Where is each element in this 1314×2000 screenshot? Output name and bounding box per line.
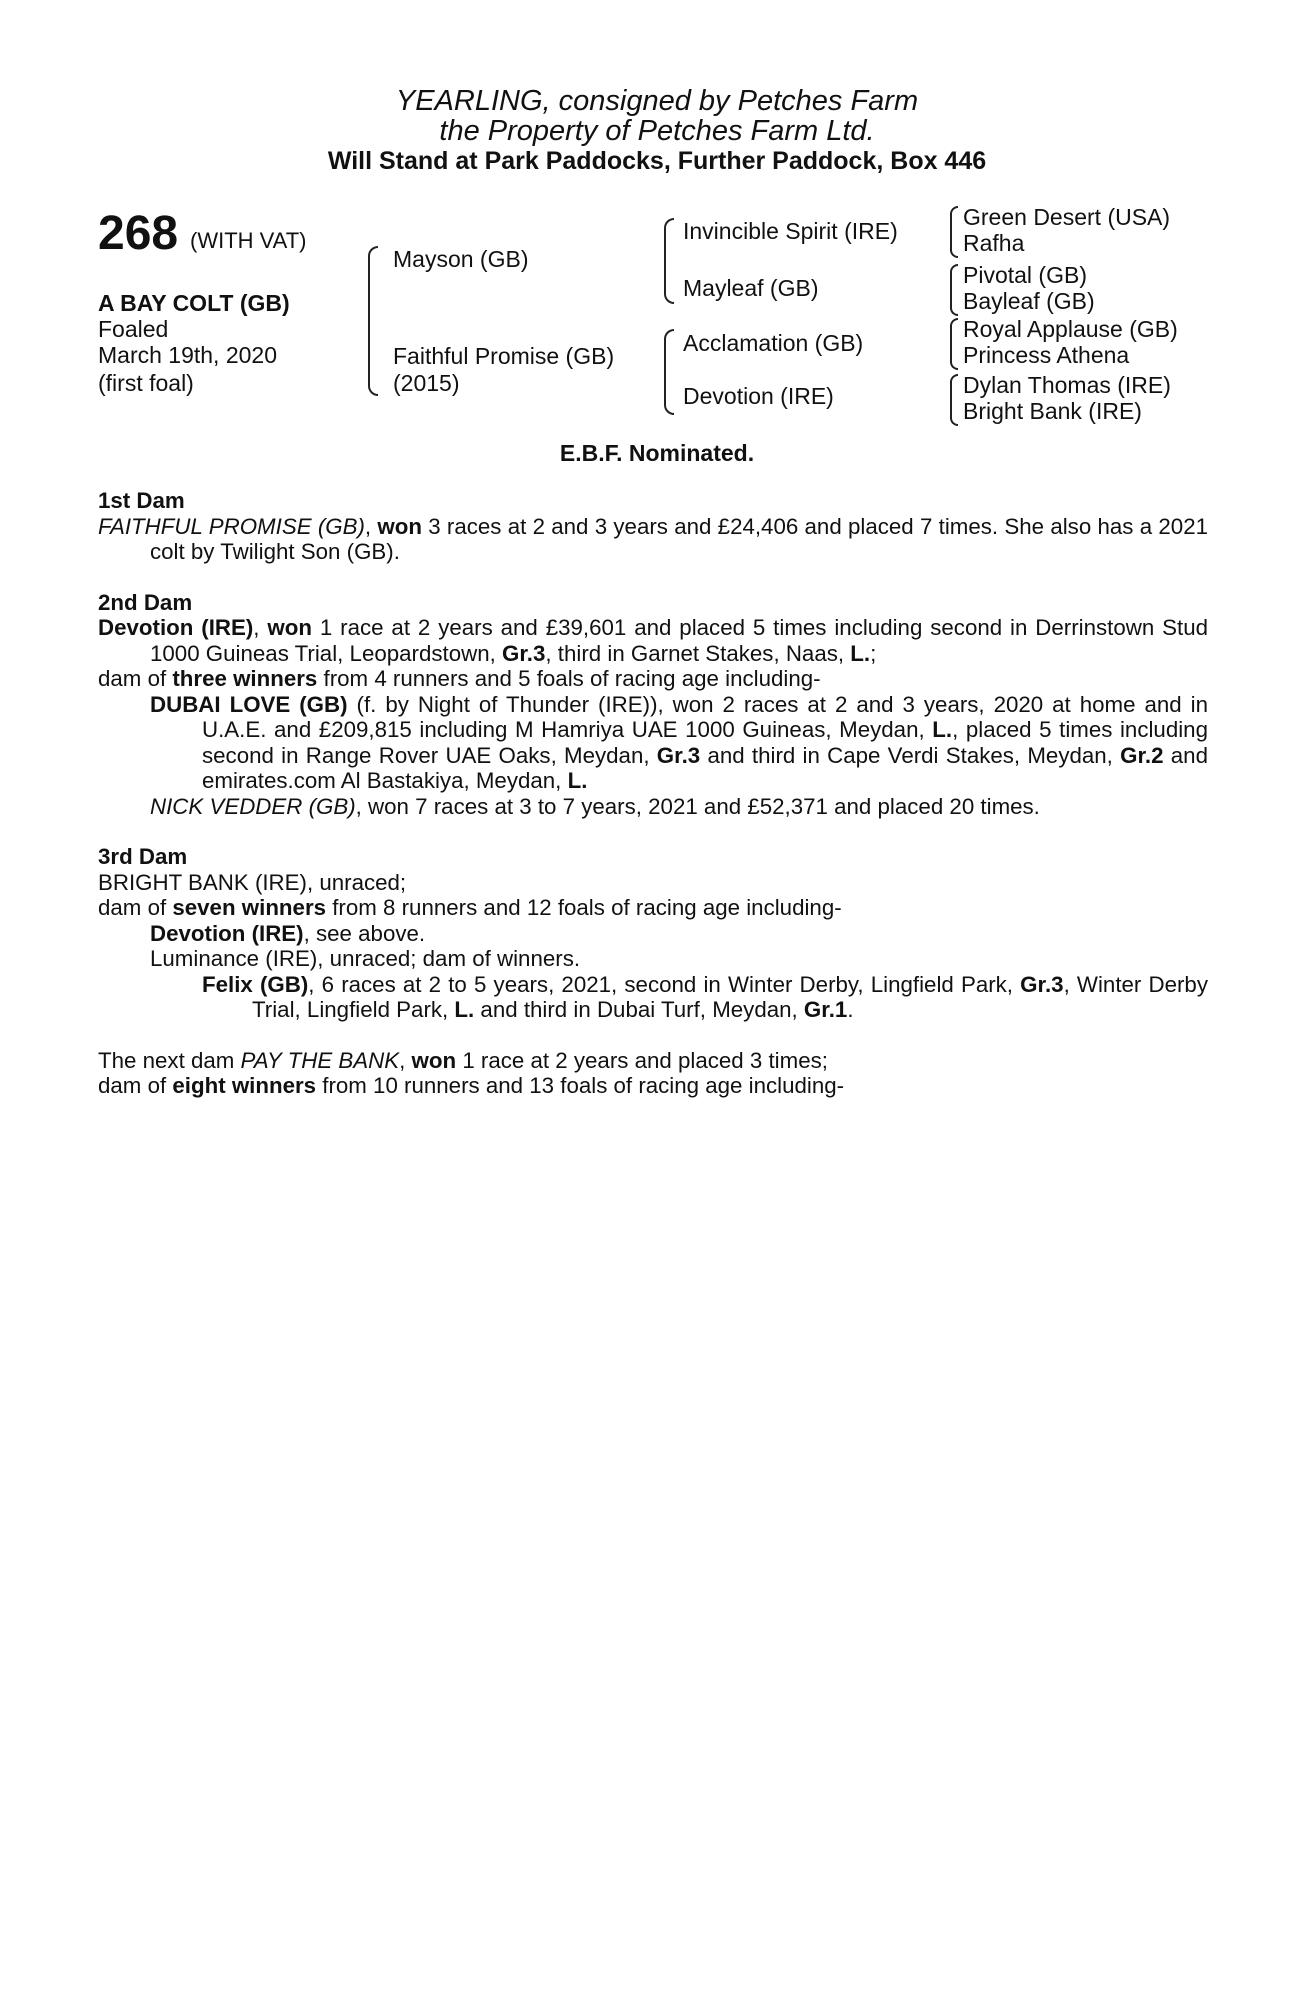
dam2-l: L.: [850, 640, 871, 666]
felix-c: and third in Dubai Turf, Meydan,: [474, 997, 804, 1022]
next-intro-b: ,: [399, 1047, 412, 1073]
dubai-love-name: DUBAI LOVE (GB): [150, 691, 348, 717]
pedigree-dam-dam: Devotion (IRE): [683, 383, 834, 409]
dam1-name: FAITHFUL PROMISE (GB): [98, 513, 365, 539]
next-damof-b: eight winners: [172, 1073, 317, 1098]
header-line-3: Will Stand at Park Paddocks, Further Paddock, Box 446: [327, 147, 987, 175]
dubai-gr3: Gr.3: [656, 742, 701, 768]
lot-number: 268: [98, 207, 179, 260]
dam2-text-c: ;: [870, 640, 877, 666]
dam3-damof: [98, 895, 1208, 921]
nick-vedder-name: NICK VEDDER (GB): [150, 793, 356, 819]
next-damof: [98, 1073, 1208, 1099]
dam2-text-b: , third in Garnet Stakes, Naas,: [545, 640, 851, 666]
ebf-nominated: E.B.F. Nominated.: [559, 440, 755, 466]
pedigree-dam: Faithful Promise (GB): [393, 343, 615, 369]
dubai-love-paragraph: [98, 692, 1208, 794]
dubai-c: and third in Cape Verdi Stakes, Meydan,: [700, 742, 1121, 768]
pedigree-sire-dam: Mayleaf (GB): [683, 275, 819, 301]
dubai-l2: L.: [567, 768, 588, 793]
nick-vedder-paragraph: [98, 794, 1208, 820]
pedigree-ssd: Rafha: [963, 230, 1025, 256]
devotion-text: , see above.: [303, 920, 426, 946]
header-line-1: YEARLING, consigned by Petches Farm: [395, 85, 919, 117]
next-damof-a: dam of: [98, 1073, 173, 1098]
dam2-won: won: [267, 615, 312, 640]
pedigree-sire-sire: Invincible Spirit (IRE): [683, 218, 898, 244]
felix-a: , 6 races at 2 to 5 years, 2021, second in Winter Derby, Lingfield Park,: [308, 971, 1021, 997]
pedigree-brace-4a: [950, 206, 958, 258]
dam1-won: won: [377, 513, 422, 539]
dam2-paragraph: Devotion (IRE), won 1 race at 2 years and £39,601 and placed 5 times including second in Derrinstown Stud 1000 Guineas Trial, Leopardstown, Gr.3, third in Garnet Stakes, Naas, L.;: [98, 615, 1208, 666]
pedigree-dsd: Princess Athena: [963, 342, 1130, 368]
dam2-damof-b: three winners: [172, 666, 318, 691]
dubai-l: L.: [932, 717, 953, 742]
pedigree-dss: Royal Applause (GB): [963, 316, 1178, 342]
foaled-date: March 19th, 2020: [98, 342, 278, 368]
dam3-damof-c: from 8 runners and 12 foals of racing age including-: [326, 895, 842, 920]
felix-name: Felix (GB): [202, 971, 309, 997]
next-intro-c: 1 race at 2 years and placed 3 times;: [456, 1047, 828, 1073]
next-intro-name: PAY THE BANK: [240, 1047, 400, 1073]
pedigree-dam-year: (2015): [393, 370, 460, 396]
dubai-a: (f. by Night of Thunder (IRE)), won 2 races at 2 and 3 years, 2020 at home and in U.A.E. and £209,815 including M Hamriya UAE 1000 Guineas, Meydan,: [202, 691, 1208, 742]
dam2-gr3: Gr.3: [502, 640, 546, 666]
felix-gr3: Gr.3: [1020, 971, 1064, 997]
vat-label: (WITH VAT): [190, 228, 307, 253]
header-line-2: the Property of Petches Farm Ltd.: [439, 115, 875, 147]
felix-d: .: [847, 997, 854, 1022]
next-dam-intro: [98, 1048, 1208, 1074]
dam3-heading: 3rd Dam: [98, 844, 188, 869]
luminance-paragraph: Luminance (IRE), unraced; dam of winners.: [150, 946, 581, 971]
pedigree-sdd: Bayleaf (GB): [963, 288, 1095, 314]
pedigree-dam-sire: Acclamation (GB): [683, 330, 864, 356]
dubai-b: , placed 5 times including second in Range Rover UAE Oaks, Meydan,: [202, 717, 1208, 768]
horse-name: A BAY COLT (GB): [98, 290, 290, 316]
devotion-name: Devotion (IRE): [150, 920, 304, 946]
felix-gr1: Gr.1: [803, 997, 848, 1022]
dam3-damof-a: dam of: [98, 895, 173, 920]
felix-l: L.: [454, 997, 475, 1022]
pedigree-dds: Dylan Thomas (IRE): [963, 372, 1171, 398]
dam2-damof-a: dam of: [98, 666, 173, 691]
dam2-damof: [98, 666, 1208, 692]
pedigree-ddd: Bright Bank (IRE): [963, 398, 1142, 424]
pedigree-brace-4d: [950, 374, 958, 426]
pedigree-sds: Pivotal (GB): [963, 262, 1087, 288]
dam1-heading: 1st Dam: [98, 488, 185, 513]
foal-note: (first foal): [98, 370, 194, 396]
pedigree-brace-4c: [950, 318, 958, 370]
dam1-text: 3 races at 2 and 3 years and £24,406 and placed 7 times. She also has a 2021 colt by Twilight Son (GB).: [150, 513, 1208, 564]
foaled-label: Foaled: [98, 316, 169, 342]
dam2-name: Devotion (IRE): [98, 615, 254, 640]
pedigree-brace-main: [368, 246, 378, 396]
catalogue-body: [98, 488, 1208, 1099]
pedigree-sire: Mayson (GB): [393, 246, 529, 272]
felix-paragraph: [98, 972, 1208, 1023]
dubai-d: and emirates.com Al Bastakiya, Meydan,: [202, 742, 1208, 793]
dam2-damof-c: from 4 runners and 5 foals of racing age including-: [317, 666, 821, 691]
next-intro-a: The next dam: [98, 1047, 241, 1073]
dam3-damof-b: seven winners: [172, 895, 327, 920]
pedigree-brace-sire: [664, 218, 674, 304]
next-intro-won: won: [411, 1047, 457, 1073]
next-damof-c: from 10 runners and 13 foals of racing age including-: [316, 1073, 845, 1098]
devotion-paragraph: [98, 921, 1208, 947]
nick-vedder-text: , won 7 races at 3 to 7 years, 2021 and £52,371 and placed 20 times.: [355, 793, 1040, 819]
dubai-gr2: Gr.2: [1120, 742, 1164, 768]
felix-b: , Winter Derby Trial, Lingfield Park,: [252, 971, 1208, 1022]
pedigree-brace-4b: [950, 264, 958, 316]
dam2-text-a: 1 race at 2 years and £39,601 and placed 5 times including second in Derrinstown Stud 1000 Guineas Trial, Leopardstown,: [150, 615, 1208, 666]
dam2-heading: 2nd Dam: [98, 589, 193, 615]
dam1-paragraph: FAITHFUL PROMISE (GB), won 3 races at 2 and 3 years and £24,406 and placed 7 times. She also has a 2021 colt by Twilight Son (GB).: [98, 513, 1208, 564]
pedigree-brace-dam: [664, 329, 674, 415]
dam3-line1: BRIGHT BANK (IRE), unraced;: [98, 869, 407, 895]
pedigree-sss: Green Desert (USA): [963, 204, 1171, 230]
